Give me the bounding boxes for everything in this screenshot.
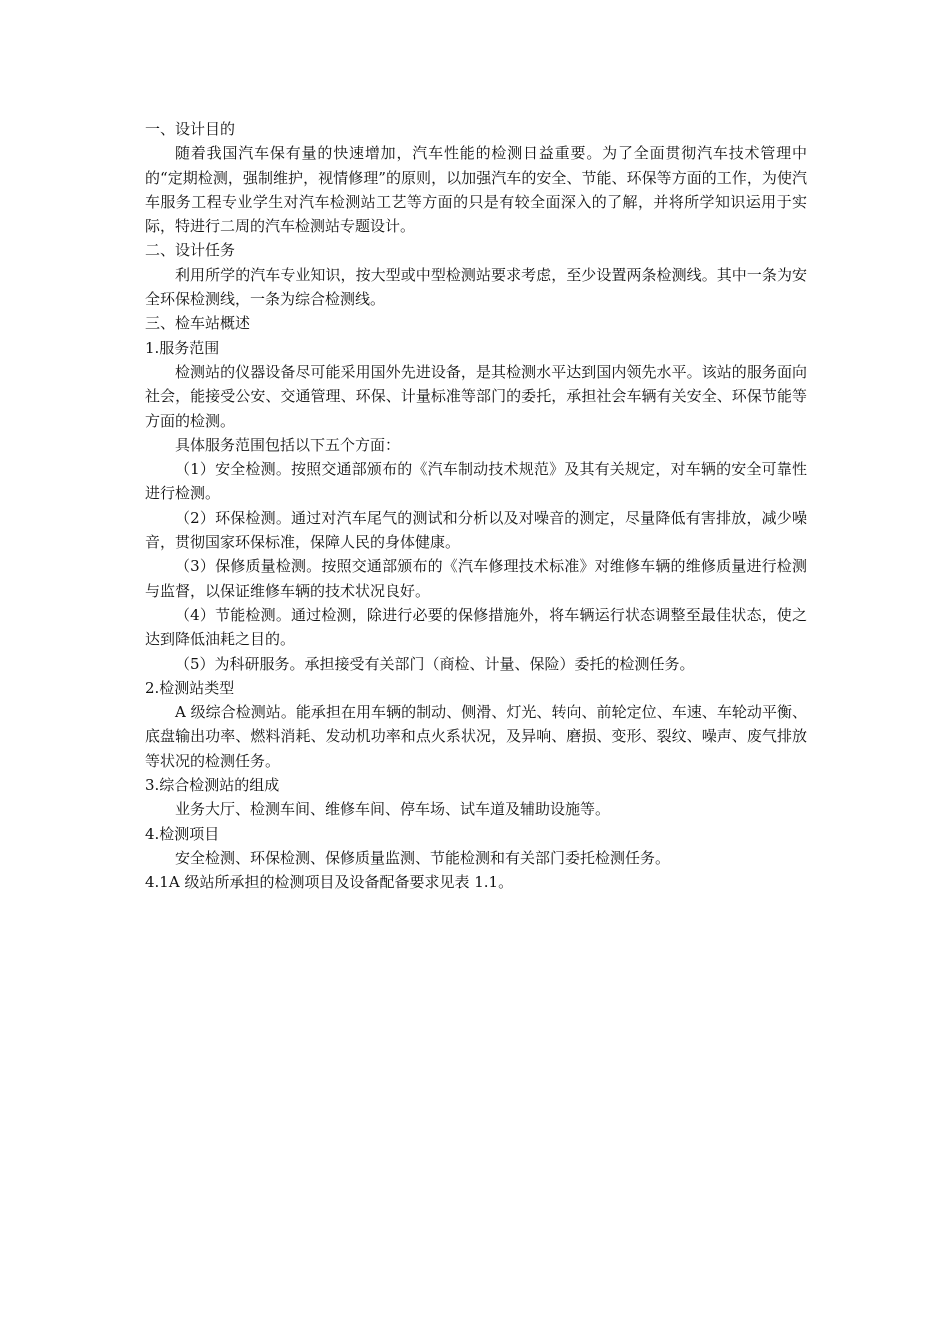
- paragraph-design-purpose: 随着我国汽车保有量的快速增加，汽车性能的检测日益重要。为了全面贯彻汽车技术管理中的“定期检测，强制维护，视情修理”的原则，以加强汽车的安全、节能、环保等方面的工作，为使汽车服务工程专业学生对汽车检测站工艺等方面的只是有较全面深入的了解，并将所学知识运用于实际，特进行二周的汽车检测站专题设计。: [145, 144, 807, 236]
- document-body: [145, 117, 807, 895]
- section-heading-design-purpose: 一、设计目的: [145, 120, 236, 138]
- list-item: （1）安全检测。按照交通部颁布的《汽车制动技术规范》及其有关规定，对车辆的安全可靠性进行检测。: [145, 460, 807, 503]
- subheading-service-scope: 1.服务范围: [145, 338, 220, 357]
- subheading-station-composition: 3.综合检测站的组成: [145, 776, 280, 795]
- subheading-inspection-items: 4.检测项目: [145, 824, 220, 843]
- paragraph-station-type: A 级综合检测站。能承担在用车辆的制动、侧滑、灯光、转向、前轮定位、车速、车轮动平衡、底盘输出功率、燃料消耗、发动机功率和点火系状况，及异响、磨损、变形、裂纹、噪声、废气排放等状况的检测任务。: [145, 703, 807, 770]
- list-item: （5）为科研服务。承担接受有关部门（商检、计量、保险）委托的检测任务。: [175, 654, 695, 673]
- paragraph-table-reference: 4.1A 级站所承担的检测项目及设备配备要求见表 1.1。: [145, 873, 514, 892]
- paragraph-inspection-items: 安全检测、环保检测、保修质量监测、节能检测和有关部门委托检测任务。: [175, 848, 671, 867]
- paragraph-design-task: 利用所学的汽车专业知识，按大型或中型检测站要求考虑，至少设置两条检测线。其中一条为安全环保检测线，一条为综合检测线。: [145, 265, 807, 309]
- list-item: （3）保修质量检测。按照交通部颁布的《汽车修理技术标准》对维修车辆的维修质量进行检测与监督，以保证维修车辆的技术状况良好。: [145, 557, 807, 600]
- paragraph-service-scope: 检测站的仪器设备尽可能采用国外先进设备，是其检测水平达到国内领先水平。该站的服务面向社会，能接受公安、交通管理、环保、计量标准等部门的委托，承担社会车辆有关安全、环保节能等方面的检测。: [145, 362, 807, 430]
- list-item: （4）节能检测。通过检测，除进行必要的保修措施外，将车辆运行状态调整至最佳状态，使之达到降低油耗之目的。: [145, 605, 807, 649]
- subheading-station-type: 2.检测站类型: [145, 678, 235, 697]
- paragraph-station-composition: 业务大厅、检测车间、维修车间、停车场、试车道及辅助设施等。: [175, 800, 611, 819]
- list-item: （2）环保检测。通过对汽车尾气的测试和分析以及对噪音的测定，尽量降低有害排放，减少噪音，贯彻国家环保标准，保障人民的身体健康。: [145, 508, 807, 552]
- paragraph-service-scope-intro: 具体服务范围包括以下五个方面：: [175, 435, 401, 454]
- section-heading-design-task: 二、设计任务: [145, 241, 236, 260]
- section-heading-station-overview: 三、检车站概述: [145, 314, 251, 333]
